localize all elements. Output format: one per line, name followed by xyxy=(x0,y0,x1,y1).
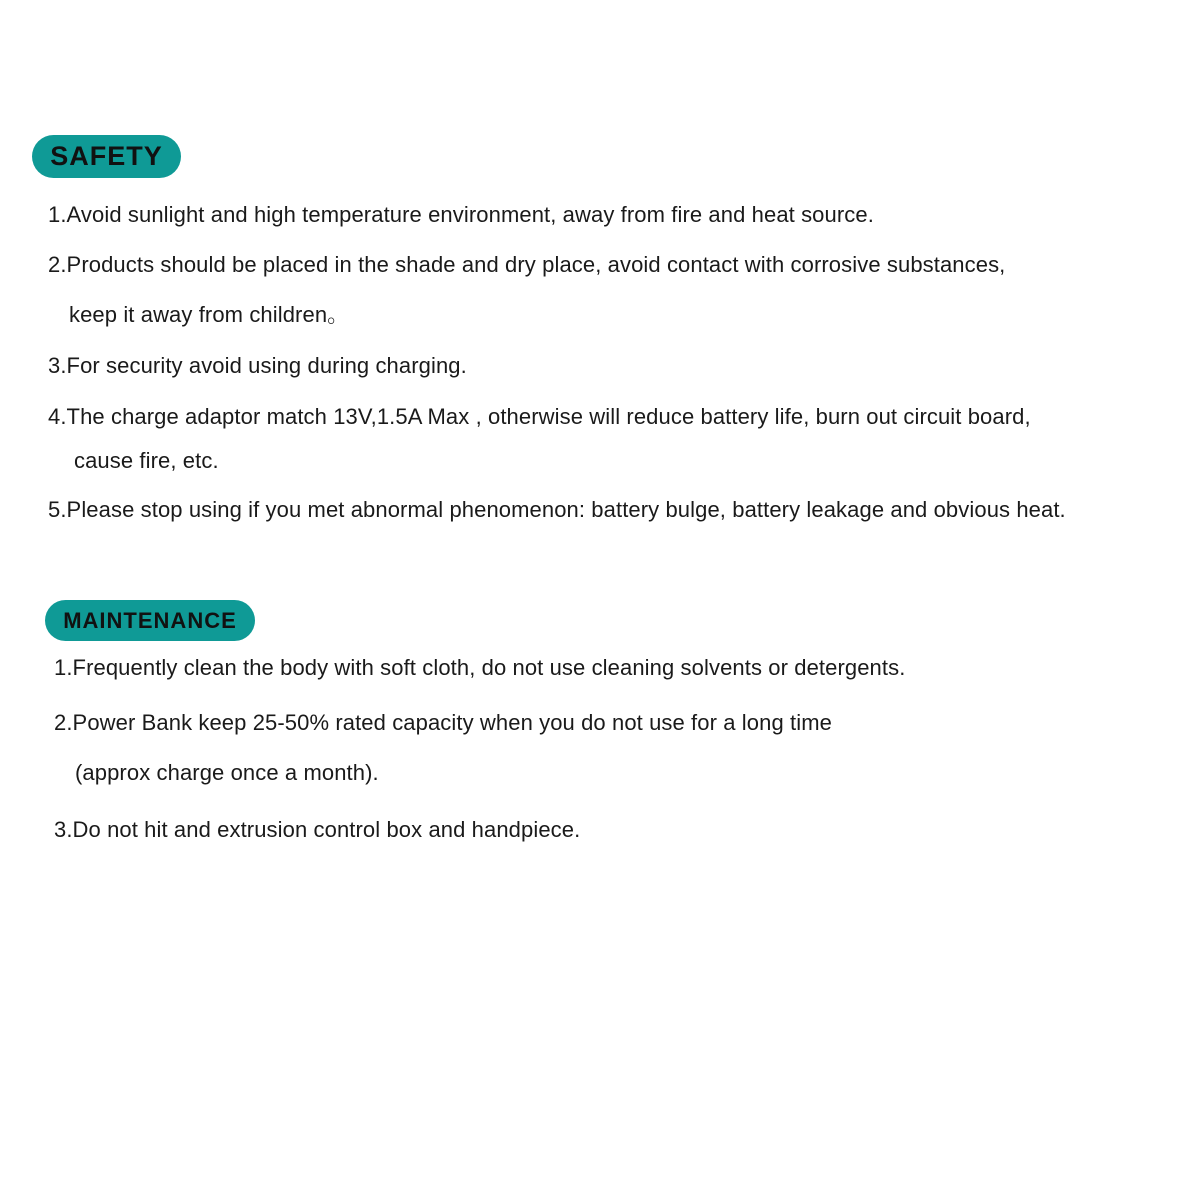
safety-heading-badge: SAFETY xyxy=(32,135,181,178)
safety-item-2-continuation: keep it away from children。 xyxy=(69,302,350,327)
safety-item-2: 2.Products should be placed in the shade and dry place, avoid contact with corrosive substances, xyxy=(48,252,1006,277)
safety-item-4-continuation: cause fire, etc. xyxy=(74,448,219,473)
safety-item-1: 1.Avoid sunlight and high temperature environment, away from fire and heat source. xyxy=(48,202,874,227)
maintenance-item-2: 2.Power Bank keep 25-50% rated capacity when you do not use for a long time xyxy=(54,710,832,735)
safety-item-3: 3.For security avoid using during charging. xyxy=(48,353,467,378)
maintenance-item-2-continuation: (approx charge once a month). xyxy=(75,760,379,785)
maintenance-item-1: 1.Frequently clean the body with soft cloth, do not use cleaning solvents or detergents. xyxy=(54,655,906,680)
safety-item-5: 5.Please stop using if you met abnormal phenomenon: battery bulge, battery leakage and obvious heat. xyxy=(48,497,1066,522)
maintenance-heading-badge: MAINTENANCE xyxy=(45,600,255,641)
maintenance-item-3: 3.Do not hit and extrusion control box and handpiece. xyxy=(54,817,581,842)
safety-item-4: 4.The charge adaptor match 13V,1.5A Max , otherwise will reduce battery life, burn out circuit board, xyxy=(48,404,1031,429)
